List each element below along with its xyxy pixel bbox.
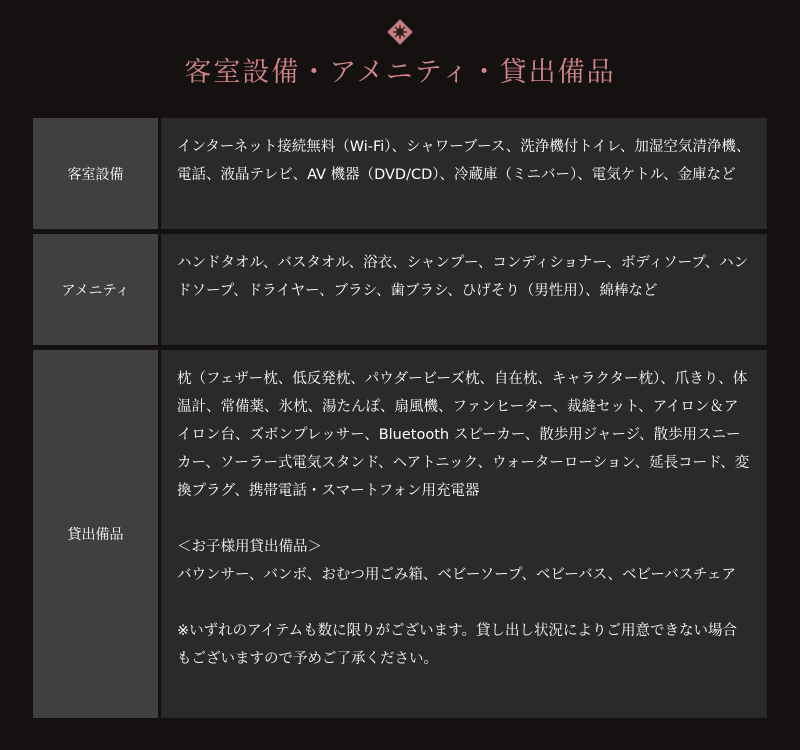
page-title: 客室設備・アメニティ・貸出備品 xyxy=(184,57,616,88)
row-label-room-equipment: 客室設備 xyxy=(33,118,158,229)
row-text: インターネット接続無料（Wi-Fi）、シャワーブース、洗浄機付トイレ、加湿空気清浄機、電話、液晶テレビ、AV 機器（DVD/CD）、冷蔵庫（ミニバー）、電気ケトル、金庫など xyxy=(177,139,751,183)
row-text: 枕（フェザー枕、低反発枕、パウダービーズ枕、自在枕、キャラクター枕）、爪きり、体温計、常備薬、氷枕、湯たんぽ、扇風機、ファンヒーター、裁縫セット、アイロン＆アイロン台、ズボンプレッサー、Bluetooth スピーカー、散歩用ジャージ、散歩用スニーカー、ソーラー式電気スタンド、ヘアトニック、ウォーターローション、延長コード、変換プラグ、携帯電話・スマートフォン用充電器 xyxy=(177,371,750,499)
kids-rental-text: バウンサー、バンボ、おむつ用ごみ箱、ベビーソープ、ベビーバス、ベビーバスチェア xyxy=(177,567,736,583)
table-row xyxy=(33,234,767,345)
table-row xyxy=(33,118,767,229)
diamond-flower-icon xyxy=(385,17,415,47)
row-content-room-equipment xyxy=(161,118,767,229)
info-table xyxy=(33,118,767,723)
row-content-rental-items xyxy=(161,350,767,718)
row-content-amenities xyxy=(161,234,767,345)
availability-note: ※いずれのアイテムも数に限りがございます。貸し出し状況によりご用意できない場合もございますので予めご了承ください。 xyxy=(177,623,737,667)
row-text: ハンドタオル、バスタオル、浴衣、シャンプー、コンディショナー、ボディソープ、ハンドソープ、ドライヤー、ブラシ、歯ブラシ、ひげそり（男性用）、綿棒など xyxy=(177,255,749,299)
row-label-amenities: アメニティ xyxy=(33,234,158,345)
kids-rental-title: ＜お子様用貸出備品＞ xyxy=(177,539,322,555)
table-row xyxy=(33,350,767,718)
row-label-rental-items: 貸出備品 xyxy=(33,350,158,718)
